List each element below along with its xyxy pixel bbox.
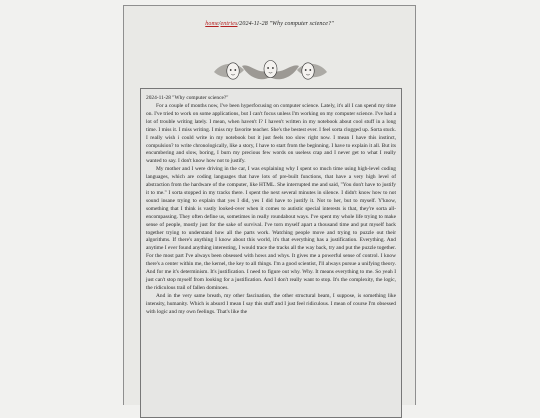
breadcrumb-separator: / [218,21,221,27]
entry-paragraph: And in the very same breath, my other fascination, the other structural beam, I suppose, is something like intensity, humanity. Which is absurd I mean I say this stuff and I just feel ridiculous. I mean of course I'm obsessed with logic and my own feelings. That's like the [146,292,396,315]
journal-entry [140,88,402,418]
breadcrumb-separator: / [237,21,240,27]
breadcrumb-entries-link[interactable]: entries [220,21,238,27]
breadcrumb-home-link[interactable]: home [205,21,219,27]
entry-body [146,103,396,316]
entry-title: 2024-11-28 "Why computer science?" [146,95,229,101]
decorative-faces-banner [212,56,329,86]
breadcrumb [124,21,415,27]
entry-paragraph: My mother and I were driving in the car, I was explaining why I spent so much time using high-level coding languages, which are coding languages that have lots of pre-built functions, that have a very high level of abstraction from the hardware of the computer, like HTML. She interrupted me and said, "You don't have to justify it to me." I sorta stopped in my tracks there. I spent the next several minutes in silence. I didn't know how to not sound insane trying to explain that yes I did, yes I did have to justify it. Not to her, but to myself. Y'know, something that I think is vastly looked-over when it comes to autistic special interests is that, they're sorta all-encompassing. They often define us, sometimes in really roundabout ways. I've spent my whole life trying to make sense of people, mostly just for the sake of survival. I've torn myself apart a thousand time and put myself back together trying to understand how all the parts work. Watching people move and trying to puzzle out their algorithms. If there's anything I know about this world, it's that everything has a justification. Everything. And anytime I ever found anything interesting, I would trace the tracks all the way back, try and put the puzzle together. For the most part I've always been obsessed with hows and whys. It gives me a powerful sense of control. I know there's a center within me, the kernel, the key to all things. I'm a good scientist, I'll always pursue a unifying theory. And for me it's determinism. It's justification. I need to figure out why. Why. It means everything to me. So yeah I just can't stop myself from looking for a justification. And I don't really want to stop. It's the complexity, the logic, the ridiculous trail of fallen dominoes. [146,166,396,291]
entry-paragraph: For a couple of months now, I've been hyperfocusing on computer science. Lately, it's all I can spend my time on. I've tried to work on some applications, but I can't focus unless I'm working on my computer science. I've had a lot of trouble writing lately. I mean, when haven't I? I haven't written in my notebook about cool stuff in a long time. I miss it. I miss writing. I miss my favorite teacher. She's the bestest ever. I feel sorta clogged up. Sorta stuck. I really wish i could write in my notebook but it just feels too slow right now. I mean I have this instinct, compulsion? to write chronologically, like a story, I have to start from the beginning. I have to explain it all. But its encumbering and slow, boring, I burn my precious few words on useless crap and I never get to what I really wanted to say. I don't know how not to justify. [146,103,396,165]
page-container [123,5,416,405]
breadcrumb-current-page: 2024-11-28 "Why computer science?" [239,21,334,27]
